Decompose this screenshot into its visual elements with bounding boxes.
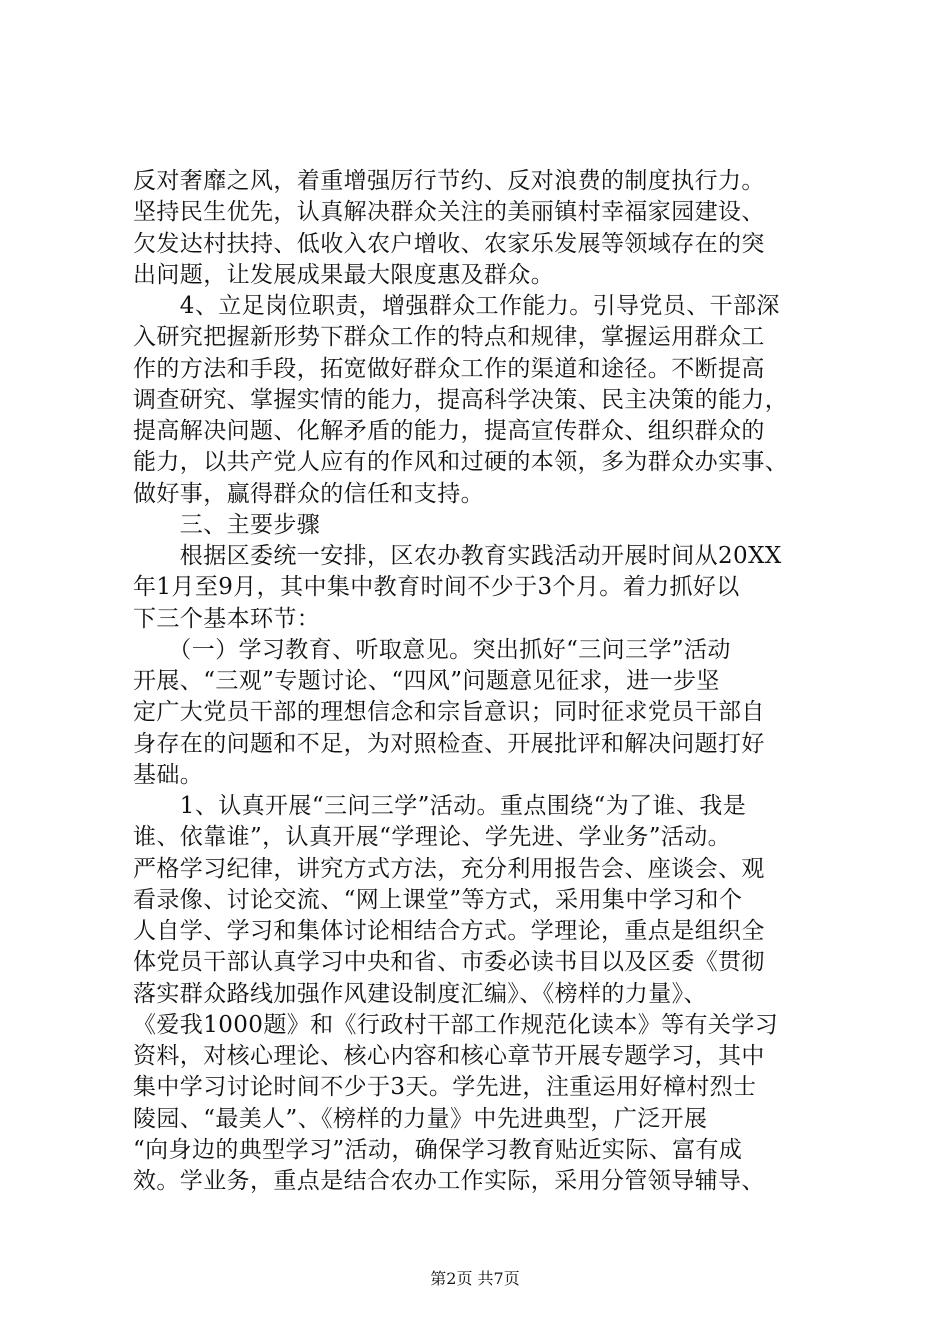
text-line: 4、立足岗位职责，增强群众工作能力。引导党员、干部深	[133, 293, 780, 319]
text-line: 能力，以共产党人应有的作风和过硬的本领，多为群众办实事、	[133, 449, 789, 476]
text-line: 看录像、讨论交流、“网上课堂”等方式，采用集中学习和个	[133, 886, 743, 913]
text-line: 效。学业务，重点是结合农办工作实际，采用分管领导辅导、	[133, 1168, 765, 1194]
page-footer: 第2页 共7页	[430, 1269, 520, 1288]
text-line: 定广大党员干部的理想信念和宗旨意识；同时征求党员干部自	[133, 699, 765, 726]
text-line: 入研究把握新形势下群众工作的特点和规律，掌握运用群众工	[133, 324, 765, 351]
text-line: 1、认真开展“三问三学”活动。重点围绕“为了谁、我是	[133, 793, 747, 819]
text-line: 身存在的问题和不足，为对照检查、开展批评和解决问题打好	[133, 730, 765, 757]
body-text	[133, 166, 833, 1197]
text-line: 陵园、“最美人”、《榜样的力量》中先进典型，广泛开展	[133, 1105, 708, 1132]
text-line: 开展、“三观”专题讨论、“四风”问题意见征求，进一步坚	[133, 668, 720, 694]
text-line: 做好事，赢得群众的信任和支持。	[133, 480, 484, 507]
text-line: 《爱我1000题》和《行政村干部工作规范化读本》等有关学习	[133, 1011, 779, 1038]
text-line: 根据区委统一安排，区农办教育实践活动开展时间从20XX	[133, 543, 782, 569]
text-line: “向身边的典型学习”活动，确保学习教育贴近实际、富有成	[133, 1136, 743, 1163]
text-line: 基础。	[133, 761, 204, 788]
text-line: 调查研究、掌握实情的能力，提高科学决策、民主决策的能力，	[133, 386, 789, 413]
text-line: 谁、依靠谁”，认真开展“学理论、学先进、学业务”活动。	[133, 824, 732, 851]
text-line: 年1月至9月，其中集中教育时间不少于3个月。着力抓好以	[133, 574, 740, 601]
text-line: 资料，对核心理论、核心内容和核心章节开展专题学习，其中	[133, 1043, 765, 1069]
text-line: 反对奢靡之风，着重增强厉行节约、反对浪费的制度执行力。	[133, 168, 765, 194]
text-line: 集中学习讨论时间不少于3天。学先进，注重运用好樟村烈士	[133, 1074, 757, 1101]
text-line: 下三个基本环节：	[133, 605, 321, 632]
text-line: 三、主要步骤	[133, 511, 321, 538]
text-line: 作的方法和手段，拓宽做好群众工作的渠道和途径。不断提高	[133, 355, 765, 382]
text-line: 坚持民生优先，认真解决群众关注的美丽镇村幸福家园建设、	[133, 199, 765, 226]
text-line: （一）学习教育、听取意见。突出抓好“三问三学”活动	[133, 636, 731, 663]
text-line: 出问题，让发展成果最大限度惠及群众。	[133, 261, 555, 288]
text-line: 提高解决问题、化解矛盾的能力，提高宣传群众、组织群众的	[133, 418, 765, 444]
text-line: 欠发达村扶持、低收入农户增收、农家乐发展等领域存在的突	[133, 230, 765, 257]
text-line: 体党员干部认真学习中央和省、市委必读书目以及区委《贯彻	[133, 949, 765, 976]
text-line: 人自学、学习和集体讨论相结合方式。学理论，重点是组织全	[133, 918, 765, 944]
text-line: 落实群众路线加强作风建设制度汇编》、《榜样的力量》、	[133, 980, 707, 1007]
text-line: 严格学习纪律，讲究方式方法，充分利用报告会、座谈会、观	[133, 855, 765, 882]
